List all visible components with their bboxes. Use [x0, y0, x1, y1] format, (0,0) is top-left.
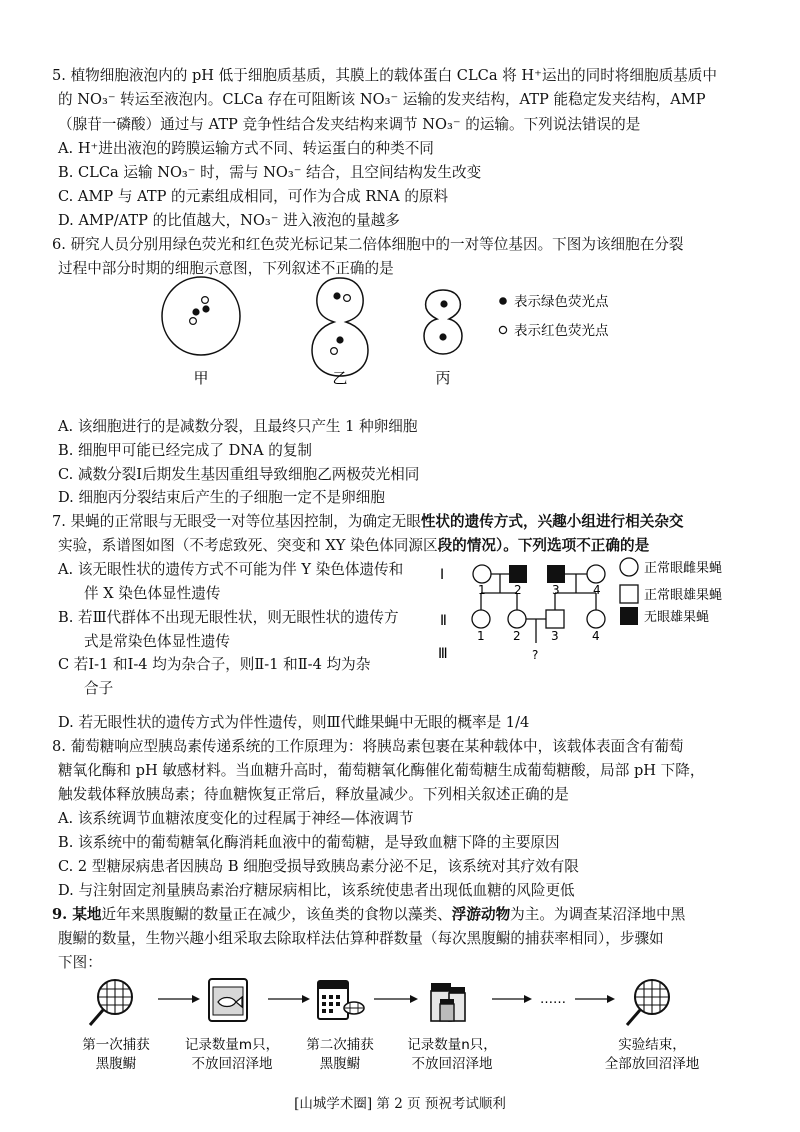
q7-stem-line2 [58, 536, 649, 556]
pedigree-num: 4 [592, 629, 600, 643]
q9-procedure-figure [0, 975, 800, 1085]
q7-option-c-line1: C 若Ⅰ-1 和Ⅰ-4 均为杂合子，则Ⅱ-1 和Ⅱ-4 均为杂 [58, 656, 371, 673]
pedigree-num: 2 [513, 629, 521, 643]
q6-option-c: C. 减数分裂Ⅰ后期发生基因重组导致细胞乙两极荧光相同 [58, 466, 420, 483]
q5-stem-line2: 的 NO₃⁻ 转运至液泡内。CLCa 存在可阻断该 NO₃⁻ 运输的发夹结构，ATP 能稳定发夹结构，AMP [58, 91, 706, 108]
q7-option-c-line2: 合子 [84, 680, 114, 697]
green-dot [336, 336, 343, 343]
label-jia: 甲 [193, 369, 209, 387]
green-legend-icon [499, 297, 507, 305]
pedigree-I-4-female [587, 565, 605, 583]
pedigree-num: 2 [514, 583, 522, 597]
q9-stem-part-d: 为主。为调查某沼泽地中黑 [510, 906, 686, 923]
pedigree-I-1-female [473, 565, 491, 583]
q5-option-a: A. H⁺进出液泡的跨膜运输方式不同、转运蛋白的种类不同 [58, 140, 434, 157]
gen-label-2: Ⅱ [440, 613, 447, 629]
legend-male-icon [620, 585, 638, 603]
q7-option-b-line1: B. 若Ⅲ代群体不出现无眼性状，则无眼性状的遗传方 [58, 609, 399, 626]
q9-stem-line1 [52, 905, 685, 925]
q7-stem-line1-b: 性状的遗传方式，兴趣小组进行相关杂交 [420, 513, 684, 530]
pedigree-I-2-affected-male [509, 565, 527, 583]
red-legend-label: 表示红色荧光点 [514, 323, 609, 339]
gen-label-3: Ⅲ [438, 646, 448, 662]
q8-stem-line3: 触发载体释放胰岛素；待血糖恢复正常后，释放量减少。下列相关叙述正确的是 [58, 786, 569, 803]
q7-stem-line1-a: 7. 果蝇的正常眼与无眼受一对等位基因控制，为确定无眼 [52, 513, 421, 530]
fishing-net-icon [627, 980, 669, 1025]
cell-bing-outline [424, 290, 462, 354]
red-dot [331, 348, 338, 355]
q5-option-d: D. AMP/ATP 的比值越大，NO₃⁻ 进入液泡的量越多 [58, 212, 400, 229]
q7-option-a-line1: A. 该无眼性状的遗传方式不可能为伴 Y 染色体遗传和 [58, 561, 404, 578]
q5-stem-line3: （腺苷一磷酸）通过与 ATP 竞争性结合发夹结构来调节 NO₃⁻ 的运输。下列说法错误的是 [58, 116, 641, 133]
q8-option-d: D. 与注射固定剂量胰岛素治疗糖尿病相比，该系统使患者出现低血糖的风险更低 [58, 882, 575, 899]
q6-option-b: B. 细胞甲可能已经完成了 DNA 的复制 [58, 442, 313, 459]
legend-female-label: 正常眼雌果蝇 [644, 561, 723, 576]
pedigree-num: 3 [552, 583, 560, 597]
green-dot [440, 300, 447, 307]
red-dot [190, 318, 197, 325]
label-bing: 丙 [435, 369, 451, 387]
legend-female-icon [620, 558, 638, 576]
q8-option-c: C. 2 型糖尿病患者因胰岛 B 细胞受损导致胰岛素分泌不足，该系统对其疗效有限 [58, 858, 579, 875]
q5-option-c: C. AMP 与 ATP 的元素组成相同，可作为合成 RNA 的原料 [58, 188, 449, 205]
legend-affected-icon [620, 607, 638, 625]
label-yi: 乙 [332, 369, 348, 387]
red-legend-icon [499, 326, 506, 333]
q6-cell-figure [0, 270, 800, 400]
fishing-net-icon [90, 980, 132, 1025]
q7-pedigree-chart [430, 555, 800, 675]
step4-label-a: 记录数量n只， [407, 1037, 497, 1053]
step3-label-a: 第二次捕获 [306, 1037, 374, 1053]
pedigree-num: 1 [477, 629, 485, 643]
step1-label-a: 第一次捕获 [82, 1037, 150, 1053]
q9-stem-line2: 腹鳚的数量，生物兴趣小组采取去除取样法估算种群数量（每次黑腹鳚的捕获率相同），步骤如 [58, 930, 664, 947]
pedigree-II-2-female [508, 610, 526, 628]
red-dot [344, 295, 351, 302]
pedigree-num: 1 [478, 583, 486, 597]
specimen-jars-icon [431, 983, 465, 1021]
step2-label-a: 记录数量m只， [184, 1037, 280, 1053]
green-legend-label: 表示绿色荧光点 [514, 294, 609, 310]
step1-label-b: 黑腹鳚 [95, 1056, 137, 1072]
pedigree-II-1-female [472, 610, 490, 628]
step3-label-b: 黑腹鳚 [319, 1056, 361, 1072]
q9-stem-part-b: 近年来黑腹鳚的数量正在减少，该鱼类的食物以藻类、 [101, 906, 452, 923]
step4-label-b: 不放回沼泽地 [411, 1056, 493, 1072]
green-dot [192, 308, 199, 315]
q8-option-b: B. 该系统中的葡萄糖氧化酶消耗血液中的葡萄糖，是导致血糖下降的主要原因 [58, 834, 560, 851]
legend-affected-label: 无眼雄果蝇 [644, 610, 710, 625]
cell-jia-outline [162, 277, 240, 355]
q9-stem-line3: 下图： [58, 954, 102, 971]
pedigree-num: 4 [593, 583, 601, 597]
q7-stem-line1 [52, 512, 684, 532]
q9-stem-part-a: 9. 某地 [52, 906, 102, 923]
step5-label-b: 全部放回沼泽地 [604, 1056, 700, 1072]
pedigree-II-4-female [587, 610, 605, 628]
q7-stem-line2-a: 实验，系谱图如图（不考虑致死、突变和 XY 染色体同源区 [58, 537, 438, 554]
q6-stem-line2: 过程中部分时期的细胞示意图，下列叙述不正确的是 [58, 260, 394, 277]
pedigree-I-3-affected-male [547, 565, 565, 583]
q7-stem-line2-b: 段的情况）。下列选项不正确的是 [437, 537, 650, 554]
q8-option-a: A. 该系统调节血糖浓度变化的过程属于神经—体液调节 [58, 810, 414, 827]
q7-option-d: D. 若无眼性状的遗传方式为伴性遗传，则Ⅲ代雌果蝇中无眼的概率是 1/4 [58, 714, 530, 731]
cell-yi-outline [312, 278, 368, 376]
green-dot [439, 333, 446, 340]
q7-option-b-line2: 式是常染色体显性遗传 [84, 633, 230, 650]
gen-label-1: Ⅰ [440, 567, 445, 583]
q8-stem-line1: 8. 葡萄糖响应型胰岛素传递系统的工作原理为：将胰岛素包裹在某种载体中，该载体表面含有葡萄 [52, 738, 684, 755]
green-dot [333, 292, 340, 299]
q6-option-a: A. 该细胞进行的是减数分裂，且最终只产生 1 种卵细胞 [58, 418, 418, 435]
small-net-icon [344, 1002, 364, 1014]
pedigree-II-3-male [546, 610, 564, 628]
ellipsis: …… [540, 992, 566, 1007]
page-footer: [山城学术圈] 第 2 页 预祝考试顺利 [294, 1096, 506, 1112]
q6-stem-line1: 6. 研究人员分别用绿色荧光和红色荧光标记某二倍体细胞中的一对等位基因。下图为该细胞在分裂 [52, 236, 684, 253]
pedigree-num: 3 [551, 629, 559, 643]
pedigree-unknown: ? [532, 648, 539, 662]
fish-tank-icon [209, 979, 247, 1021]
green-dot [202, 305, 209, 312]
q9-stem-part-c: 浮游动物 [451, 906, 511, 923]
q8-stem-line2: 糖氧化酶和 pH 敏感材料。当血糖升高时，葡萄糖氧化酶催化葡萄糖生成葡萄糖酸，局部 pH 下降， [58, 762, 705, 779]
q5-stem-line1: 5. 植物细胞液泡内的 pH 低于细胞质基质，其膜上的载体蛋白 CLCa 将 H⁺运出的同时将细胞质基质中 [52, 67, 717, 84]
step5-label-a: 实验结束， [618, 1037, 686, 1053]
red-dot [202, 297, 209, 304]
legend-male-label: 正常眼雄果蝇 [644, 588, 723, 603]
step2-label-b: 不放回沼泽地 [191, 1056, 273, 1072]
calendar-icon [318, 981, 348, 1019]
q5-option-b: B. CLCa 运输 NO₃⁻ 时，需与 NO₃⁻ 结合，且空间结构发生改变 [58, 164, 482, 181]
q7-option-a-line2: 伴 X 染色体显性遗传 [84, 585, 221, 602]
q6-option-d: D. 细胞丙分裂结束后产生的子细胞一定不是卵细胞 [58, 489, 385, 506]
